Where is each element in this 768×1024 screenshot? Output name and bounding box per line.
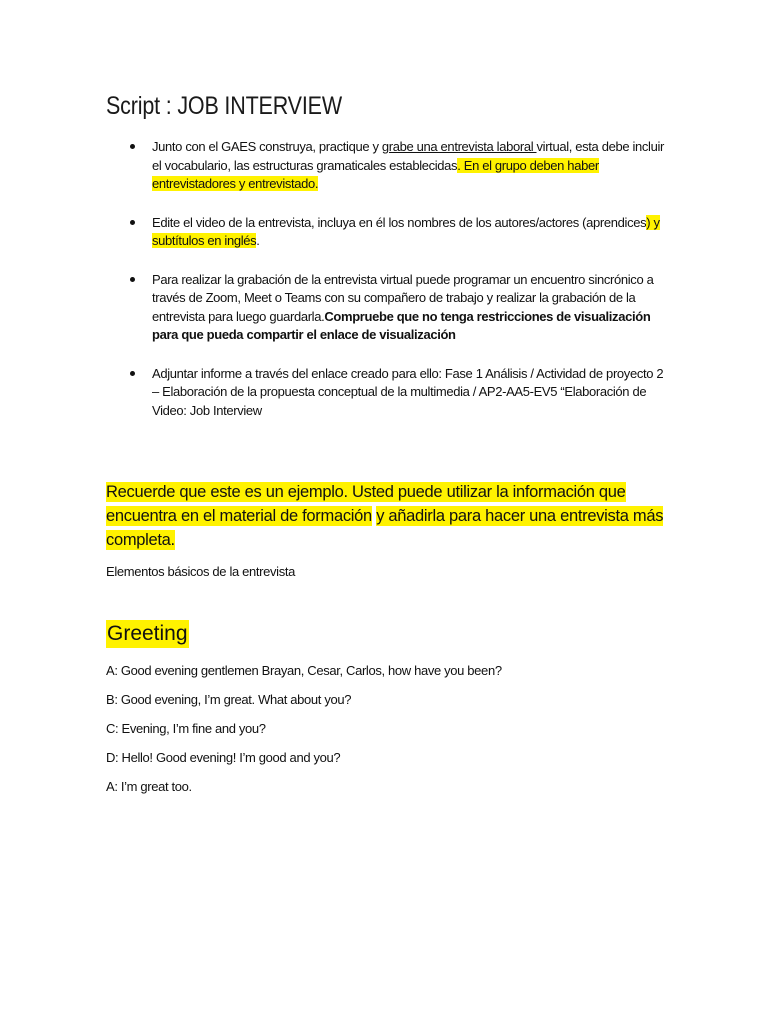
instruction-text: Edite el video de la entrevista, incluya en él los nombres de los autores/actores (aprendices bbox=[152, 214, 647, 230]
list-item bbox=[130, 365, 670, 421]
instruction-text: virtual, esta debe incluir el vocabulario, las estructuras gramaticales establecidas bbox=[152, 139, 664, 173]
list-item bbox=[130, 214, 670, 251]
dialog-line: B: Good evening, I’m great. What about you? bbox=[106, 692, 352, 707]
instruction-text: . bbox=[256, 233, 260, 248]
section-subtitle: Elementos básicos de la entrevista bbox=[106, 564, 295, 579]
highlighted-text: ) y subtítulos en inglés bbox=[152, 214, 660, 248]
dialog-line: D: Hello! Good evening! I’m good and you? bbox=[106, 750, 341, 765]
dialog-list bbox=[106, 662, 502, 807]
reminder-note bbox=[106, 480, 666, 552]
dialog-line: C: Evening, I’m fine and you? bbox=[106, 721, 266, 736]
dialog-line: A: Good evening gentlemen Brayan, Cesar, Carlos, how have you been? bbox=[106, 663, 502, 678]
instruction-text: Junto con el GAES construya, practique y bbox=[152, 139, 382, 154]
list-item bbox=[130, 138, 670, 194]
highlighted-text: Recuerde que este es un ejemplo. Usted puede utilizar la información que encuentra en el material de formación bbox=[106, 483, 626, 525]
underlined-text: grabe una entrevista laboral bbox=[381, 139, 537, 154]
section-heading: Greeting bbox=[106, 620, 189, 648]
list-item bbox=[130, 271, 670, 345]
instruction-text: Adjuntar informe a través del enlace creado para ello: Fase 1 Análisis / Actividad de proyecto 2 – Elaboración de la propuesta conceptual de la multimedia / AP2-AA5-EV5 “Elaboración de Video: Job Interview bbox=[152, 365, 664, 418]
bold-text: Compruebe que no tenga restricciones de visualización para que pueda compartir el enlace de visualización bbox=[152, 308, 651, 342]
instruction-text: Para realizar la grabación de la entrevista virtual puede programar un encuentro sincrónico a través de Zoom, Meet o Teams con su compañero de trabajo y realizar la grabación de la entrevista para luego guardarla. bbox=[152, 271, 654, 324]
dialog-line: A: I’m great too. bbox=[106, 779, 192, 794]
highlighted-text: y añadirla para hacer una entrevista más completa. bbox=[106, 507, 664, 549]
instructions-list bbox=[130, 138, 670, 440]
page-title: Script : JOB INTERVIEW bbox=[106, 92, 342, 120]
highlighted-text: . En el grupo deben haber entrevistadores y entrevistado. bbox=[152, 157, 599, 191]
